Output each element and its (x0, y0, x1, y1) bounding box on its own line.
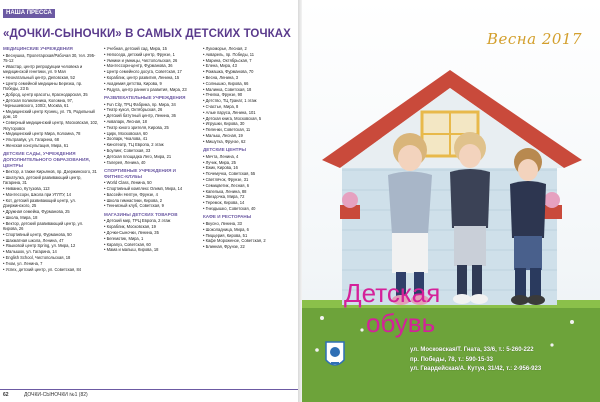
directory-entry: • Спортивный комплекс Олимп, Мира, 14 (104, 185, 183, 191)
directory-entry: • Монтессори-центр, Фурманова, 36 (104, 63, 173, 69)
directory-entry: • Мечта, Ленина, 4 (203, 153, 239, 159)
directory-section-heading: КАФЕ И РЕСТОРАНЫ (203, 214, 252, 220)
footer-divider (0, 389, 298, 390)
directory-entry: • Шкатулка, детский развивающий центр, Гагарина, 31 (3, 174, 82, 186)
directory-entry: • Учебная, детский сад, Мира, 15 (104, 46, 167, 51)
directory-entry: • Ультразвук, ул. Гагарина, 68 (3, 137, 60, 143)
ad-title-line-2: обувь (366, 308, 436, 338)
directory-entry: • Языковой центр Spring, ул. Мира, 12 (3, 243, 76, 249)
directory-entry: • Кораблик, центр развития, Ленина, 15 (104, 74, 180, 80)
directory-entry: • Веснушка, Пролетарская/Рабочая 30, тел. 295-75-12 (3, 52, 96, 63)
directory-entry: • Академия детства, Кирова, 9 (104, 80, 162, 86)
directory-entry: • Радуга, центр раннего развития, Мира, 23 (104, 86, 187, 92)
directory-entry: • Лукоморье, Лесная, 2 (203, 46, 247, 51)
directory-entry: • Центр семейной медицины Березка, пр. Победы, 23 Б (3, 80, 83, 92)
directory-entry: • English School, Чистопольская, 18 (3, 254, 71, 260)
directory-entry: • Детская площадка Лего, Мира, 21 (104, 153, 172, 159)
ad-photo-scene (302, 0, 600, 402)
directory-entry: • Солнышко, Кирова, 66 (203, 80, 249, 86)
advertisement-page (302, 0, 600, 402)
directory-entry: • World Class, Ленина, 50 (104, 180, 152, 186)
ad-title (344, 278, 554, 338)
directory-entry: • Медицинский центр Кузнец, ул. 75, Родильный дом, 10 (3, 109, 95, 120)
magazine-issue: ДОЧКИ-СЫНОЧКИ №1 (82) (23, 392, 88, 398)
directory-entry: • Шоколадница, Мира, 6 (203, 226, 249, 232)
directory-entry: • Марина, Октябрьская, 7 (203, 57, 252, 63)
directory-entry: • Малышок, ул. Гагарина, 14 (3, 249, 57, 255)
directory-section-heading: МЕДИЦИНСКИЕ УЧРЕЖДЕНИЯ (3, 46, 73, 51)
directory-entry: • Игрушки, Кирова, 30 (203, 121, 245, 127)
directory-entry: • Акварель, пр. Победы, 11 (203, 51, 255, 57)
directory-entry: • Детская поликлиника, Коломна, 97, Чернышевского, 100/2, Москва, 61 (3, 97, 74, 109)
directory-entry: • Ниванко, Кутузова, 113 (3, 186, 50, 192)
directory-entry: • Театр кукол, Октябрьская, 26 (104, 107, 163, 113)
page-footer (3, 392, 293, 400)
directory-entry: • Елена, Мира, 43 (203, 63, 237, 69)
directory-entry: • Кот, детский развивающий центр, ул. Дзержинского, 25 (3, 197, 76, 209)
directory-entry: • Лучик, Мира, 25 (203, 159, 236, 165)
directory-entry: • Непоседа, детский центр, Фрунзе, 1 (104, 51, 175, 57)
season-label: Весна 2017 (486, 30, 582, 48)
directory-entry: • Детство, ТЦ Гранат, 1 этаж (203, 98, 257, 104)
directory-entry: • Кинотеатр, ТЦ Европа, 2 этаж (104, 142, 164, 148)
directory-entry: • Доброд, центр красоты, Краснодарская, 35 (3, 92, 88, 97)
directory-entry: • Счастье, Мира, 8 (203, 103, 239, 109)
directory-entry: • Вектор, а также Кирьянов, пр. Дзержинского, 31 (3, 169, 97, 175)
ad-title-line-1: Детская (344, 278, 441, 308)
directory-entry: • Ромашка, Фурманова, 70 (203, 69, 254, 75)
directory-entry: • Семицветик, Лесная, 6 (203, 182, 250, 188)
directory-entry: • Гном, ул. Ленина, 7 (3, 260, 43, 266)
directory-column-3 (203, 46, 297, 371)
directory-entry: • Вкусно, Ленина, 33 (203, 220, 242, 226)
directory-entry: • Пчелка, Фрунзе, 90 (203, 92, 243, 98)
directory-entry: • Алые паруса, Ленина, 101 (203, 109, 256, 115)
directory-entry: • Умники и умницы, Чистопольская, 26 (104, 57, 178, 63)
brand-logo-icon (324, 340, 346, 370)
directory-entry: • Детская книга, Московская, 5 (203, 115, 262, 121)
directory-entry: • Аквапарк, Лесная, 18 (104, 118, 147, 124)
directory-entry: • Карапуз, Советская, 60 (104, 241, 151, 247)
directory-entry: • Теннисный клуб, Советская, 9 (104, 203, 164, 209)
directory-entry: • Цирк, Московская, 60 (104, 130, 148, 136)
directory-entry: • Пиццерия, Кирова, 51 (203, 232, 248, 238)
page-number: 62 (3, 392, 9, 398)
directory-entry: • Светлячок, Фрунзе, 31 (203, 176, 249, 182)
directory-entry: • Малинка, Советская, 18 (203, 86, 252, 92)
directory-entry: • Fun City, ТРЦ Фабрика, пр. Мира, 34 (104, 101, 176, 107)
directory-entry: • Малыш, Лесная, 19 (203, 132, 243, 138)
directory-entry: • Медицинский центр Мира, Коломна, 78 (3, 131, 81, 137)
directory-entry: • Дочки-Сыночки, Ленина, 35 (104, 229, 159, 235)
directory-section-heading: РАЗВЛЕКАТЕЛЬНЫЕ УЧРЕЖДЕНИЯ (104, 94, 186, 100)
directory-entry: • Дружная семейка, Фурманова, 25 (3, 208, 70, 214)
directory-entry: • Детский мир, ТРЦ Европа, 2 этаж (104, 218, 171, 224)
directory-column-2 (104, 46, 198, 371)
directory-entry: • Теремок, Кирова, 14 (203, 200, 245, 206)
directory-entry: • Северный медицинский центр, Московская, 102, Ялуторовск (3, 120, 99, 131)
directory-entry: • Кораблик, Московская, 19 (104, 224, 156, 230)
directory-section-heading: МАГАЗИНЫ ДЕТСКИХ ТОВАРОВ (104, 211, 178, 217)
directory-entry: • Школа гимнастики, Кирова, 2 (104, 197, 163, 203)
directory-entry: • Мишутка, Фрунзе, 62 (203, 138, 246, 144)
directory-entry: • Детский батутный центр, Ленина, 36 (104, 113, 176, 119)
directory-entry: • Весна, Ленина, 3 (203, 74, 239, 80)
directory-entry: • Ежик, Кирова, 16 (203, 165, 238, 171)
directory-entry: • Боулинг, Советская, 33 (104, 147, 151, 153)
directory-entry: • Почемучка, Советская, 55 (203, 171, 256, 177)
directory-entry: • Бегемотик, Мира, 1 (104, 235, 144, 241)
directory-entry: • Вектор, детский развивающий центр, ул. Кирова, 26 (3, 220, 84, 231)
directory-entry: • Школа, Мира, 18 (3, 214, 38, 220)
directory-entry: • Ивастар, центр репродукции человека и медицинской генетики, ул. 9 Мая (3, 63, 83, 75)
store-address: ул. Московская/Т. Гната, 33/6, т.: 5-260-222 (410, 347, 534, 353)
directory-entry: • Блинная, Фрунзе, 22 (203, 244, 245, 250)
directory-page (0, 0, 298, 402)
directory-entry: • Театр юного зрителя, Кирова, 25 (104, 124, 169, 130)
directory-entry: • Мама и малыш, Кирова, 18 (104, 247, 159, 253)
directory-section-heading: ДЕТСКИЕ ЦЕНТРЫ (203, 147, 247, 153)
directory-entry: • Капелька, Ленина, 88 (203, 188, 247, 194)
directory-entry: • Центр семейного досуга, Советская, 17 (104, 69, 182, 75)
page-headline: «ДОЧКИ-СЫНОЧКИ» В САМЫХ ДЕТСКИХ ТОЧКАХ (3, 28, 291, 40)
directory-entry: • Зоопарк, Чкалова, 41 (104, 136, 148, 142)
directory-entry: • Женская консультация, Мира, 61 (3, 143, 69, 148)
directory-entry: • Спортивный центр, Фурманова, 50 (3, 231, 72, 237)
store-address: пр. Победы, 78, т.: 590-15-33 (410, 356, 494, 363)
section-tab: НАША ПРЕССА (3, 9, 55, 18)
directory-entry: • Гнездышко, Советская, 40 (203, 205, 256, 211)
directory-entry: • Галерея, Ленина, 40 (104, 159, 146, 165)
directory-entry: • Успех, детский центр, ул. Советская, 84 (3, 266, 82, 272)
directory-entry: • Неонатальный центр, Деповская, 52 (3, 75, 75, 80)
directory-entry: • Бассейн Нептун, Фрунзе, 4 (104, 191, 158, 197)
store-addresses (410, 346, 598, 375)
directory-entry: • Пеленки, Советская, 11 (203, 127, 251, 133)
directory-entry: • Монтессори, Школа при УГЛТУ, 14 (3, 191, 72, 197)
directory-entry: • Звездочка, Мира, 72 (203, 194, 245, 200)
directory-entry: • Кафе Мороженое, Советская, 2 (203, 238, 266, 244)
directory-entry: • Шахматная школа, Ленина, 47 (3, 237, 64, 243)
store-address: ул. Гвардейская/А. Кутуя, 31/42, т.: 2-956-923 (410, 366, 542, 372)
directory-column-1 (3, 46, 99, 371)
directory-section-heading: СПОРТИВНЫЕ УЧРЕЖДЕНИЯ И ФИТНЕС-КЛУБЫ (104, 167, 176, 179)
directory-section-heading: ДЕТСКИЕ САДЫ, УЧРЕЖДЕНИЯ ДОПОЛНИТЕЛЬНОГО ОБРАЗОВАНИЯ, ЦЕНТРЫ (3, 151, 90, 168)
